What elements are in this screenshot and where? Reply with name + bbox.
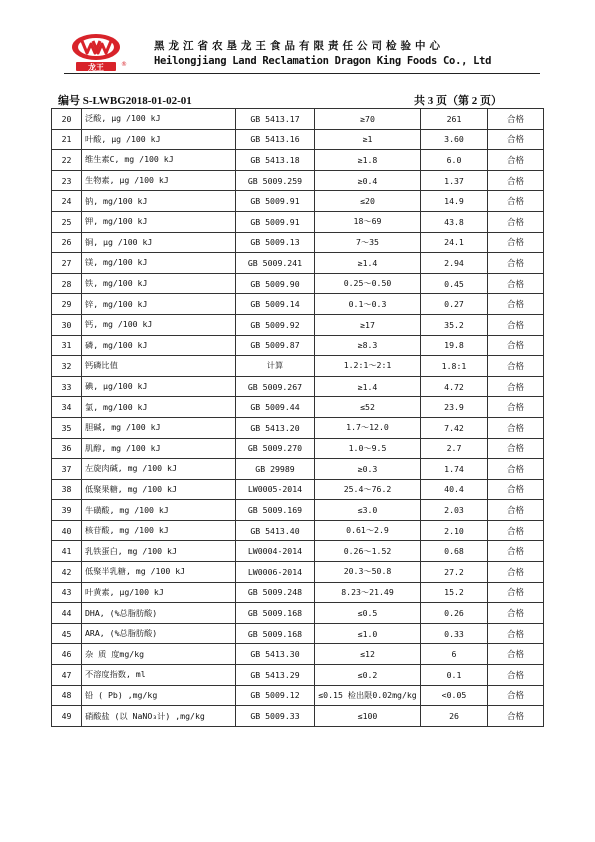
result-cell: <0.05 [421, 685, 488, 706]
judgement-cell: 合格 [488, 294, 544, 315]
item-name-cell: 左旋肉碱, mg /100 kJ [82, 459, 236, 480]
table-row [52, 356, 544, 377]
item-name-cell: 低聚果糖, mg /100 kJ [82, 479, 236, 500]
requirement-cell: 0.26～1.52 [315, 541, 421, 562]
test-method-cell: GB 5413.29 [236, 665, 315, 686]
result-cell: 26 [421, 706, 488, 727]
item-name-cell: 碘, μg/100 kJ [82, 376, 236, 397]
judgement-cell: 合格 [488, 417, 544, 438]
result-cell: 3.60 [421, 129, 488, 150]
requirement-cell: ≥1 [315, 129, 421, 150]
item-no-cell: 36 [52, 438, 82, 459]
requirement-cell: ≥8.3 [315, 335, 421, 356]
test-method-cell: LW0004-2014 [236, 541, 315, 562]
item-no-cell: 40 [52, 520, 82, 541]
judgement-cell: 合格 [488, 253, 544, 274]
requirement-cell: ≥0.3 [315, 459, 421, 480]
test-method-cell: GB 5009.267 [236, 376, 315, 397]
requirement-cell: 1.2:1～2:1 [315, 356, 421, 377]
judgement-cell: 合格 [488, 479, 544, 500]
item-no-cell: 35 [52, 417, 82, 438]
item-no-cell: 30 [52, 314, 82, 335]
judgement-cell: 合格 [488, 438, 544, 459]
judgement-cell: 合格 [488, 150, 544, 171]
item-name-cell: ARA, (%总脂肪酸) [82, 623, 236, 644]
judgement-cell: 合格 [488, 232, 544, 253]
requirement-cell: 18～69 [315, 211, 421, 232]
test-method-cell: GB 5009.33 [236, 706, 315, 727]
item-no-cell: 48 [52, 685, 82, 706]
test-method-cell: GB 5009.168 [236, 603, 315, 624]
item-name-cell: 肌醇, mg /100 kJ [82, 438, 236, 459]
page-info: 共 3 页（第 2 页） [414, 95, 502, 107]
judgement-cell: 合格 [488, 685, 544, 706]
requirement-cell: ≥70 [315, 109, 421, 130]
result-cell: 0.45 [421, 273, 488, 294]
document-number: 编号 S-LWBG2018-01-02-01 [58, 95, 192, 107]
result-cell: 0.27 [421, 294, 488, 315]
table-row [52, 417, 544, 438]
result-cell: 1.8:1 [421, 356, 488, 377]
item-name-cell: 泛酸, μg /100 kJ [82, 109, 236, 130]
test-method-cell: LW0006-2014 [236, 562, 315, 583]
item-name-cell: 钙, mg /100 kJ [82, 314, 236, 335]
table-row [52, 253, 544, 274]
judgement-cell: 合格 [488, 459, 544, 480]
judgement-cell: 合格 [488, 170, 544, 191]
requirement-cell: ≤0.15 检出限0.02mg/kg [315, 685, 421, 706]
item-name-cell: 牛磺酸, mg /100 kJ [82, 500, 236, 521]
result-cell: 15.2 [421, 582, 488, 603]
item-name-cell: 乳铁蛋白, mg /100 kJ [82, 541, 236, 562]
item-name-cell: 叶酸, μg /100 kJ [82, 129, 236, 150]
item-no-cell: 31 [52, 335, 82, 356]
table-row [52, 335, 544, 356]
test-method-cell: GB 5009.44 [236, 397, 315, 418]
table-row [52, 129, 544, 150]
item-no-cell: 25 [52, 211, 82, 232]
item-name-cell: 铁, mg/100 kJ [82, 273, 236, 294]
table-row [52, 211, 544, 232]
requirement-cell: ≥17 [315, 314, 421, 335]
table-row [52, 397, 544, 418]
judgement-cell: 合格 [488, 273, 544, 294]
result-cell: 0.26 [421, 603, 488, 624]
item-no-cell: 41 [52, 541, 82, 562]
requirement-cell: ≤1.0 [315, 623, 421, 644]
test-method-cell: GB 5009.168 [236, 623, 315, 644]
table-row [52, 562, 544, 583]
requirement-cell: ≥1.4 [315, 253, 421, 274]
table-row [52, 500, 544, 521]
item-no-cell: 39 [52, 500, 82, 521]
test-method-cell: GB 5009.91 [236, 191, 315, 212]
item-name-cell: 氯, mg/100 kJ [82, 397, 236, 418]
judgement-cell: 合格 [488, 211, 544, 232]
item-no-cell: 46 [52, 644, 82, 665]
judgement-cell: 合格 [488, 191, 544, 212]
org-name-en: Heilongjiang Land Reclamation Dragon King Foods Co., Ltd [154, 55, 492, 67]
logo-text: 龙王 [88, 63, 104, 72]
item-no-cell: 27 [52, 253, 82, 274]
test-method-cell: GB 5009.87 [236, 335, 315, 356]
requirement-cell: 8.23～21.49 [315, 582, 421, 603]
table-row [52, 479, 544, 500]
requirement-cell: 20.3～50.8 [315, 562, 421, 583]
test-method-cell: GB 5413.20 [236, 417, 315, 438]
item-name-cell: 维生素C, mg /100 kJ [82, 150, 236, 171]
result-cell: 2.03 [421, 500, 488, 521]
item-no-cell: 49 [52, 706, 82, 727]
requirement-cell: ≥1.4 [315, 376, 421, 397]
table-row [52, 459, 544, 480]
table-row [52, 314, 544, 335]
test-method-cell: GB 5009.169 [236, 500, 315, 521]
judgement-cell: 合格 [488, 520, 544, 541]
result-cell: 7.42 [421, 417, 488, 438]
test-method-cell: GB 5009.270 [236, 438, 315, 459]
judgement-cell: 合格 [488, 644, 544, 665]
item-name-cell: 不溶度指数, ml [82, 665, 236, 686]
judgement-cell: 合格 [488, 376, 544, 397]
result-cell: 0.33 [421, 623, 488, 644]
result-cell: 35.2 [421, 314, 488, 335]
org-name-cn: 黑龙江省农垦龙王食品有限责任公司检验中心 [154, 40, 444, 52]
requirement-cell: 7～35 [315, 232, 421, 253]
item-name-cell: 磷, mg/100 kJ [82, 335, 236, 356]
result-cell: 6 [421, 644, 488, 665]
judgement-cell: 合格 [488, 109, 544, 130]
item-no-cell: 21 [52, 129, 82, 150]
requirement-cell: ≤3.0 [315, 500, 421, 521]
result-cell: 2.10 [421, 520, 488, 541]
item-no-cell: 43 [52, 582, 82, 603]
requirement-cell: 0.25～0.50 [315, 273, 421, 294]
test-method-cell: GB 5413.30 [236, 644, 315, 665]
result-cell: 14.9 [421, 191, 488, 212]
table-row [52, 685, 544, 706]
judgement-cell: 合格 [488, 582, 544, 603]
item-name-cell: 铜, μg /100 kJ [82, 232, 236, 253]
test-method-cell: GB 5009.259 [236, 170, 315, 191]
item-name-cell: 钾, mg/100 kJ [82, 211, 236, 232]
judgement-cell: 合格 [488, 706, 544, 727]
result-cell: 19.8 [421, 335, 488, 356]
item-name-cell: 低聚半乳糖, mg /100 kJ [82, 562, 236, 583]
requirement-cell: ≥1.8 [315, 150, 421, 171]
judgement-cell: 合格 [488, 314, 544, 335]
table-row [52, 191, 544, 212]
item-no-cell: 29 [52, 294, 82, 315]
header-divider [64, 73, 540, 74]
test-method-cell: GB 5009.241 [236, 253, 315, 274]
judgement-cell: 合格 [488, 129, 544, 150]
test-method-cell: GB 5413.18 [236, 150, 315, 171]
judgement-cell: 合格 [488, 562, 544, 583]
judgement-cell: 合格 [488, 603, 544, 624]
table-row [52, 541, 544, 562]
result-cell: 2.94 [421, 253, 488, 274]
item-no-cell: 20 [52, 109, 82, 130]
requirement-cell: 25.4～76.2 [315, 479, 421, 500]
test-method-cell: GB 5009.92 [236, 314, 315, 335]
requirement-cell: 0.1～0.3 [315, 294, 421, 315]
test-method-cell: 计算 [236, 356, 315, 377]
result-cell: 1.74 [421, 459, 488, 480]
requirement-cell: ≤100 [315, 706, 421, 727]
test-method-cell: GB 5009.12 [236, 685, 315, 706]
result-cell: 27.2 [421, 562, 488, 583]
judgement-cell: 合格 [488, 397, 544, 418]
table-row [52, 520, 544, 541]
judgement-cell: 合格 [488, 541, 544, 562]
test-method-cell: LW0005-2014 [236, 479, 315, 500]
judgement-cell: 合格 [488, 623, 544, 644]
result-cell: 40.4 [421, 479, 488, 500]
item-name-cell: 锌, mg/100 kJ [82, 294, 236, 315]
requirement-cell: ≤12 [315, 644, 421, 665]
item-no-cell: 22 [52, 150, 82, 171]
table-row [52, 273, 544, 294]
item-name-cell: DHA, (%总脂肪酸) [82, 603, 236, 624]
table-row [52, 150, 544, 171]
table-row [52, 582, 544, 603]
table-row [52, 376, 544, 397]
item-name-cell: 钠, mg/100 kJ [82, 191, 236, 212]
test-method-cell: GB 5413.40 [236, 520, 315, 541]
item-no-cell: 24 [52, 191, 82, 212]
judgement-cell: 合格 [488, 335, 544, 356]
test-method-cell: GB 5413.17 [236, 109, 315, 130]
item-name-cell: 硝酸盐 (以 NaNO₃计) ,mg/kg [82, 706, 236, 727]
test-method-cell: GB 5009.248 [236, 582, 315, 603]
table-row [52, 665, 544, 686]
item-no-cell: 42 [52, 562, 82, 583]
requirement-cell: ≤0.5 [315, 603, 421, 624]
requirement-cell: 1.0～9.5 [315, 438, 421, 459]
result-cell: 24.1 [421, 232, 488, 253]
item-no-cell: 32 [52, 356, 82, 377]
item-no-cell: 47 [52, 665, 82, 686]
requirement-cell: ≤20 [315, 191, 421, 212]
result-cell: 43.8 [421, 211, 488, 232]
table-row [52, 706, 544, 727]
table-row [52, 109, 544, 130]
item-name-cell: 镁, mg/100 kJ [82, 253, 236, 274]
result-cell: 6.0 [421, 150, 488, 171]
test-method-cell: GB 5009.14 [236, 294, 315, 315]
item-no-cell: 28 [52, 273, 82, 294]
item-no-cell: 33 [52, 376, 82, 397]
test-method-cell: GB 5413.16 [236, 129, 315, 150]
table-row [52, 623, 544, 644]
dragon-king-logo [68, 32, 130, 72]
result-cell: 0.1 [421, 665, 488, 686]
test-method-cell: GB 29989 [236, 459, 315, 480]
result-cell: 4.72 [421, 376, 488, 397]
test-method-cell: GB 5009.90 [236, 273, 315, 294]
table-row [52, 294, 544, 315]
item-no-cell: 26 [52, 232, 82, 253]
result-cell: 261 [421, 109, 488, 130]
result-cell: 0.68 [421, 541, 488, 562]
table-row [52, 170, 544, 191]
result-cell: 23.9 [421, 397, 488, 418]
judgement-cell: 合格 [488, 665, 544, 686]
item-name-cell: 铅 ( Pb) ,mg/kg [82, 685, 236, 706]
result-cell: 1.37 [421, 170, 488, 191]
item-no-cell: 38 [52, 479, 82, 500]
item-no-cell: 34 [52, 397, 82, 418]
judgement-cell: 合格 [488, 356, 544, 377]
requirement-cell: 0.61～2.9 [315, 520, 421, 541]
requirement-cell: ≥0.4 [315, 170, 421, 191]
item-no-cell: 45 [52, 623, 82, 644]
result-cell: 2.7 [421, 438, 488, 459]
test-method-cell: GB 5009.91 [236, 211, 315, 232]
table-row [52, 603, 544, 624]
item-name-cell: 杂 质 度mg/kg [82, 644, 236, 665]
item-name-cell: 胆碱, mg /100 kJ [82, 417, 236, 438]
requirement-cell: ≤52 [315, 397, 421, 418]
results-table [51, 108, 544, 727]
test-method-cell: GB 5009.13 [236, 232, 315, 253]
requirement-cell: 1.7～12.0 [315, 417, 421, 438]
table-row [52, 438, 544, 459]
item-name-cell: 钙磷比值 [82, 356, 236, 377]
registered-mark: ® [121, 61, 127, 68]
item-name-cell: 叶黄素, μg/100 kJ [82, 582, 236, 603]
letterhead [68, 28, 538, 74]
item-no-cell: 23 [52, 170, 82, 191]
item-name-cell: 生物素, μg /100 kJ [82, 170, 236, 191]
item-no-cell: 44 [52, 603, 82, 624]
item-name-cell: 核苷酸, mg /100 kJ [82, 520, 236, 541]
item-no-cell: 37 [52, 459, 82, 480]
judgement-cell: 合格 [488, 500, 544, 521]
table-row [52, 644, 544, 665]
requirement-cell: ≤0.2 [315, 665, 421, 686]
table-row [52, 232, 544, 253]
